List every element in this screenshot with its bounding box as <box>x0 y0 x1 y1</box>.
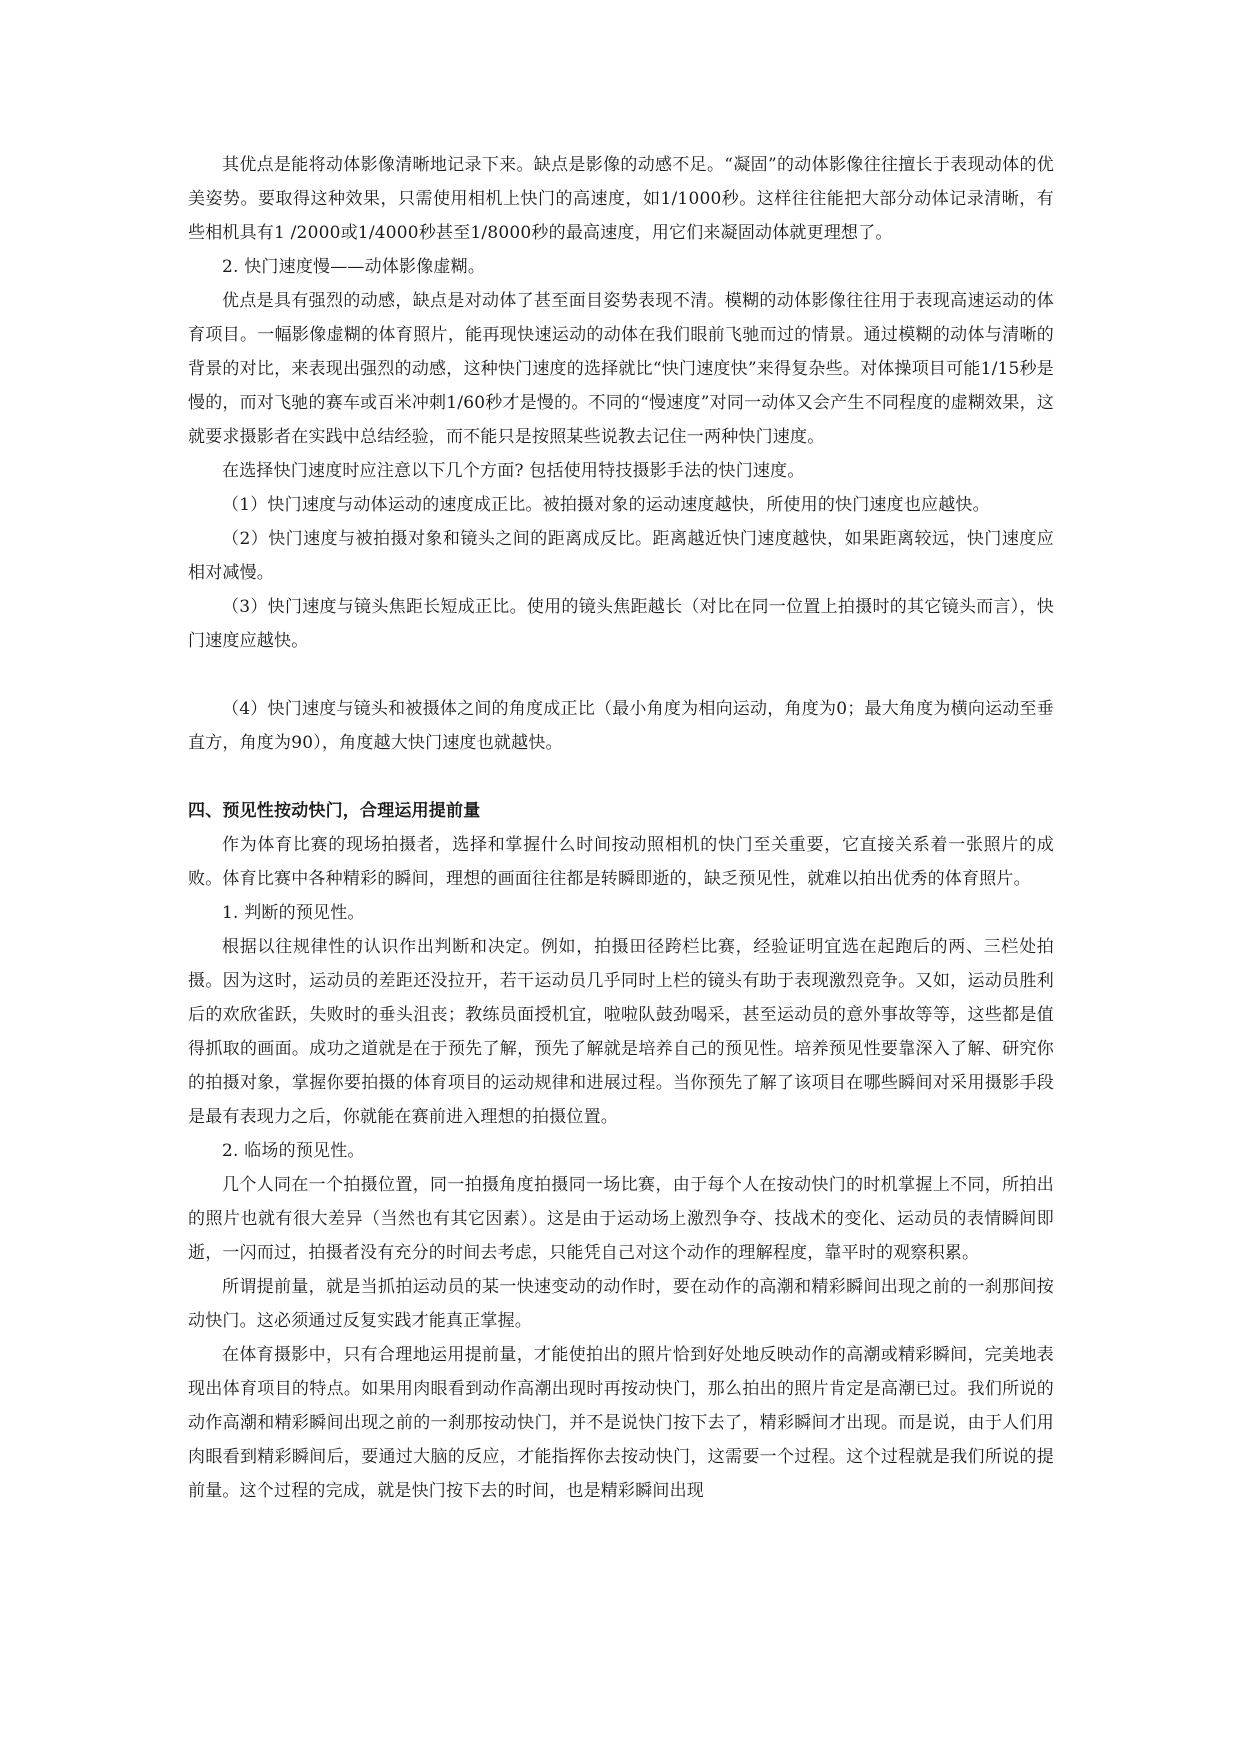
paragraph-lead-amount: 所谓提前量，就是当抓拍运动员的某一快速变动的动作时，要在动作的高潮和精彩瞬间出现之前的一刹那间按动快门。这必须通过反复实践才能真正掌握。 <box>188 1277 1054 1331</box>
paragraph-slow-shutter: 优点是具有强烈的动感，缺点是对动体了甚至面目姿势表现不清。模糊的动体影像往往用于表现高速运动的体育项目。一幅影像虚糊的体育照片，能再现快速运动的动体在我们眼前飞驰而过的情景。通过模糊的动体与清晰的背景的对比，来表现出强烈的动感，这种快门速度的选择就比“快门速度快”来得复杂些。对体操项目可能1/15秒是慢的，而对飞驰的赛车或百米冲刺1/60秒才是慢的。不同的“慢速度”对同一动体又会产生不同程度的虚糊效果，这就要求摄影者在实践中总结经验，而不能只是按照某些说教去记住一两种快门速度。 <box>188 291 1054 447</box>
subheading-judgment: 1. 判断的预见性。 <box>222 903 365 923</box>
list-item-3: （3）快门速度与镜头焦距长短成正比。使用的镜头焦距越长（对比在同一位置上拍摄时的其它镜头而言），快门速度应越快。 <box>188 597 1054 651</box>
paragraph-fast-shutter-pros: 其优点是能将动体影像清晰地记录下来。缺点是影像的动感不足。“凝固”的动体影像往往擅长于表现动体的优美姿势。要取得这种效果，只需使用相机上快门的高速度，如1/1000秒。这样往往能把大部分动体记录清晰，有些相机具有1 /2000或1/4000秒甚至1/8000秒的最高速度，用它们来凝固动体就更理想了。 <box>188 155 1054 243</box>
subheading-on-site: 2. 临场的预见性。 <box>222 1141 365 1161</box>
paragraph-judgment: 根据以往规律性的认识作出判断和决定。例如，拍摄田径跨栏比赛，经验证明宜选在起跑后的两、三栏处拍摄。因为这时，运动员的差距还没拉开，若干运动员几乎同时上栏的镜头有助于表现激烈竞争。又如，运动员胜利后的欢欣雀跃，失败时的垂头沮丧；教练员面授机宜，啦啦队鼓劲喝采，甚至运动员的意外事故等等，这些都是值得抓取的画面。成功之道就是在于预先了解，预先了解就是培养自己的预见性。培养预见性要靠深入了解、研究你的拍摄对象，掌握你要拍摄的体育项目的运动规律和进展过程。当你预先了解了该项目在哪些瞬间对采用摄影手段是最有表现力之后，你就能在赛前进入理想的拍摄位置。 <box>188 937 1054 1127</box>
paragraph-lead-amount-usage: 在体育摄影中，只有合理地运用提前量，才能使拍出的照片恰到好处地反映动作的高潮或精彩瞬间，完美地表现出体育项目的特点。如果用肉眼看到动作高潮出现时再按动快门，那么拍出的照片肯定是高潮已过。我们所说的动作高潮和精彩瞬间出现之前的一刹那按动快门，并不是说快门按下去了，精彩瞬间才出现。而是说，由于人们用肉眼看到精彩瞬间后，要通过大脑的反应，才能指挥你去按动快门，这需要一个过程。这个过程就是我们所说的提前量。这个过程的完成，就是快门按下去的时间，也是精彩瞬间出现 <box>188 1345 1054 1501</box>
section-heading: 四、预见性按动快门，合理运用提前量 <box>188 801 481 821</box>
paragraph-on-site: 几个人同在一个拍摄位置，同一拍摄角度拍摄同一场比赛，由于每个人在按动快门的时机掌握上不同，所拍出的照片也就有很大差异（当然也有其它因素）。这是由于运动场上激烈争夺、技战术的变化、运动员的表情瞬间即逝，一闪而过，拍摄者没有充分的时间去考虑，只能凭自己对这个动作的理解程度，靠平时的观察积累。 <box>188 1175 1054 1263</box>
list-item-1: （1）快门速度与动体运动的速度成正比。被拍摄对象的运动速度越快，所使用的快门速度也应越快。 <box>222 495 990 515</box>
document-page <box>188 148 1054 1508</box>
blank-line <box>188 658 1054 692</box>
paragraph-shutter-considerations: 在选择快门速度时应注意以下几个方面? 包括使用特技摄影手法的快门速度。 <box>222 461 805 481</box>
list-item-4: （4）快门速度与镜头和被摄体之间的角度成正比（最小角度为相向运动，角度为0；最大角度为横向运动至垂直方，角度为90），角度越大快门速度也就越快。 <box>188 699 1054 753</box>
blank-line <box>188 760 1054 794</box>
list-item-2: （2）快门速度与被拍摄对象和镜头之间的距离成反比。距离越近快门速度越快，如果距离较远，快门速度应相对减慢。 <box>188 529 1054 583</box>
paragraph-intro: 作为体育比赛的现场拍摄者，选择和掌握什么时间按动照相机的快门至关重要，它直接关系着一张照片的成败。体育比赛中各种精彩的瞬间，理想的画面往往都是转瞬即逝的，缺乏预见性，就难以拍出优秀的体育照片。 <box>188 835 1054 889</box>
subheading-slow-shutter: 2. 快门速度慢——动体影像虚糊。 <box>222 257 486 277</box>
